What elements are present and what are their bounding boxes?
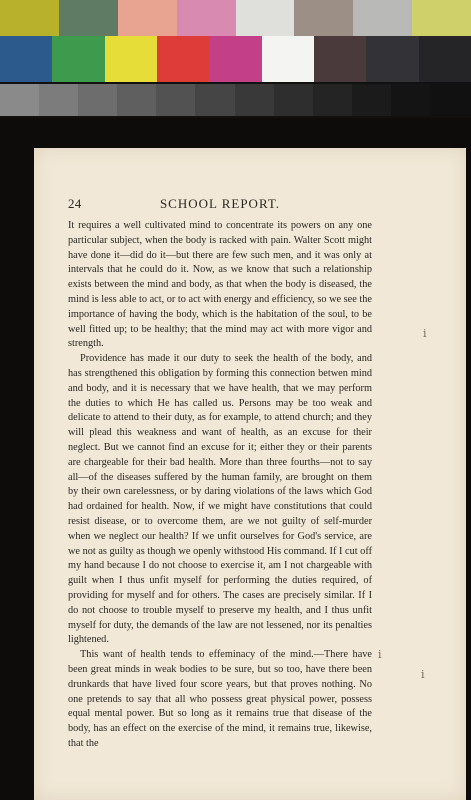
page-header xyxy=(68,196,372,214)
color-calibration-chart xyxy=(0,0,471,118)
color-swatch xyxy=(177,0,236,36)
color-swatch xyxy=(412,0,471,36)
margin-mark: ⅰ xyxy=(423,328,427,340)
paragraph: Providence has made it our duty to seek the health of the body, and has strengthened this obligation by forming this connection betwen mind and body, and it is necessary that we have health, that we may perform the duties to which He has called us. Persons may be too weak and delicate to attend to their duty, as for example, to attend church; and they will plead this weakness and want of health, as an excuse for their neglect. But we cannot find an excuse for it; either they or their parents are chargeable for their bad health. More than three fourths—not to say all—of the diseases suffered by the human family, are brought on them by their own carelessness, or by daring violations of the laws which God had ordained for health. Now, if we might have constitutions that could resist disease, or to overcome them, are we not guilty of self-murder when we neglect our health? If we unfit ourselves for God's service, are we not as guilty as though we openly withstood His command. If I cut off my hand because I do not choose to exercise it, am I not chargeable with guilt when I thus unfit myself for performing the duties required, of providing for myself and for others. The cases are precisely similar. If I do not choose to trouble myself to preserve my health, and I thus unfit myself for duty, the demands of the law are not lessened, nor its penalties lightened. xyxy=(68,353,372,646)
grey-swatch xyxy=(195,84,234,116)
grey-swatch xyxy=(117,84,156,116)
grey-swatch xyxy=(391,84,430,116)
grey-swatch xyxy=(274,84,313,116)
grey-swatch xyxy=(352,84,391,116)
page-number: 24 xyxy=(68,196,82,211)
calibration-grey-scale xyxy=(0,84,430,116)
color-swatch xyxy=(262,36,314,82)
color-swatch xyxy=(0,0,59,36)
color-swatch xyxy=(419,36,471,82)
margin-mark: ⅰ xyxy=(421,669,425,681)
paragraph: This want of health tends to effeminacy of the mind.—There have been great minds in weak bodies to be sure, but so too, have there been drunkards that have lived four score years, but that proves nothing. No one pretends to say that all who possess great physical power, possess equal mental power. But so long as it remains true that disease of the body, has an effect on the exercise of the mind, it remains true, likewise, that the xyxy=(68,649,372,749)
calibration-top-row xyxy=(0,0,471,36)
grey-swatch xyxy=(0,84,39,116)
margin-mark: ⅰ xyxy=(378,649,382,661)
color-swatch xyxy=(294,0,353,36)
grey-swatch xyxy=(156,84,195,116)
color-swatch xyxy=(209,36,261,82)
calibration-bottom-row xyxy=(0,36,471,82)
color-swatch xyxy=(59,0,118,36)
color-swatch xyxy=(236,0,295,36)
body-text xyxy=(68,219,372,752)
color-swatch xyxy=(314,36,366,82)
running-title: SCHOOL REPORT. xyxy=(159,196,281,211)
grey-swatch xyxy=(78,84,117,116)
color-swatch xyxy=(52,36,104,82)
grey-swatch xyxy=(39,84,78,116)
color-swatch xyxy=(118,0,177,36)
paragraph: It requires a well cultivated mind to concentrate its powers on any one particular subject, when the body is racked with pain. Walter Scott might have done it—did do it—but there are few such men, and it was only at intervals that he could do it. Now, as we know that such a relationship exists between the mind and body, as that when the body is diseased, the mind is less able to act, or to act with energy and efficiency, so we see the importance of having the body, which is the habitation of the soul, to be well fitted up; to be healthy; that the mind may act with more vigor and strength. xyxy=(68,220,372,350)
color-swatch xyxy=(0,36,52,82)
grey-swatch xyxy=(313,84,352,116)
grey-swatch xyxy=(235,84,274,116)
color-swatch xyxy=(105,36,157,82)
color-swatch xyxy=(157,36,209,82)
color-swatch xyxy=(366,36,418,82)
color-swatch xyxy=(353,0,412,36)
